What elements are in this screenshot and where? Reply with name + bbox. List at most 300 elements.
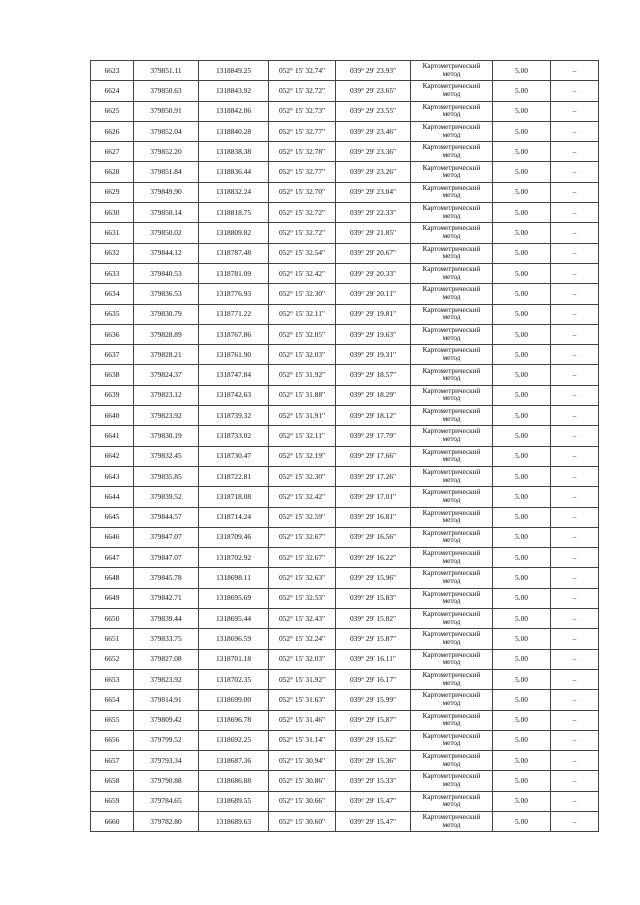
coord-y-cell: 1318767.86 — [199, 324, 269, 344]
coord-x-cell: 379832.45 — [134, 446, 199, 466]
coord-y-cell: 1318842.06 — [199, 101, 269, 121]
method-line1: Картометрический — [422, 488, 481, 497]
method-line1: Картометрический — [422, 670, 481, 679]
longitude-cell: 039° 29' 16.11" — [336, 649, 411, 669]
longitude-cell: 039° 29' 19.81" — [336, 304, 411, 324]
table-row — [91, 162, 599, 182]
coord-y-cell: 1318695.69 — [199, 588, 269, 608]
method-line1: Картометрический — [422, 508, 481, 517]
coord-x-cell: 379850.02 — [134, 223, 199, 243]
latitude-cell: 052° 15' 32.05" — [269, 324, 336, 344]
table-row — [91, 304, 599, 324]
dash-cell: – — [551, 61, 599, 81]
coord-x-cell: 379827.08 — [134, 649, 199, 669]
method-cell — [411, 304, 493, 324]
longitude-cell: 039° 29' 16.22" — [336, 548, 411, 568]
table-row — [91, 324, 599, 344]
coord-x-cell: 379851.84 — [134, 162, 199, 182]
coord-x-cell: 379793.34 — [134, 751, 199, 771]
method-cell — [411, 324, 493, 344]
longitude-cell: 039° 29' 23.46" — [336, 121, 411, 141]
coord-x-cell: 379839.44 — [134, 609, 199, 629]
coord-y-cell: 1318686.88 — [199, 771, 269, 791]
longitude-cell: 039° 29' 20.33" — [336, 263, 411, 283]
method-line1: Картометрический — [422, 792, 481, 801]
dash-cell: – — [551, 751, 599, 771]
coord-y-cell: 1318689.63 — [199, 811, 269, 831]
longitude-cell: 039° 29' 15.83" — [336, 588, 411, 608]
coord-x-cell: 379823.12 — [134, 385, 199, 405]
point-number-cell: 6638 — [91, 365, 134, 385]
latitude-cell: 052° 15' 32.30" — [269, 284, 336, 304]
coord-x-cell: 379823.92 — [134, 406, 199, 426]
table-row — [91, 609, 599, 629]
point-number-cell: 6655 — [91, 710, 134, 730]
accuracy-cell: 5.00 — [493, 527, 551, 547]
latitude-cell: 052° 15' 30.66" — [269, 791, 336, 811]
method-cell — [411, 771, 493, 791]
coord-x-cell: 379850.14 — [134, 203, 199, 223]
dash-cell: – — [551, 365, 599, 385]
coord-x-cell: 379845.78 — [134, 568, 199, 588]
table-row — [91, 730, 599, 750]
coord-y-cell: 1318702.92 — [199, 548, 269, 568]
accuracy-cell: 5.00 — [493, 223, 551, 243]
coord-x-cell: 379799.52 — [134, 730, 199, 750]
latitude-cell: 052° 15' 31.92" — [269, 365, 336, 385]
method-line2: метод — [442, 516, 461, 525]
point-number-cell: 6632 — [91, 243, 134, 263]
table-row — [91, 791, 599, 811]
method-line1: Картометрический — [422, 224, 481, 233]
accuracy-cell: 5.00 — [493, 507, 551, 527]
point-number-cell: 6639 — [91, 385, 134, 405]
latitude-cell: 052° 15' 32.72" — [269, 81, 336, 101]
coord-y-cell: 1318714.24 — [199, 507, 269, 527]
table-row — [91, 568, 599, 588]
coord-x-cell: 379839.52 — [134, 487, 199, 507]
coord-x-cell: 379835.85 — [134, 466, 199, 486]
coord-x-cell: 379844.12 — [134, 243, 199, 263]
coord-y-cell: 1318702.35 — [199, 669, 269, 689]
dash-cell: – — [551, 487, 599, 507]
method-line2: метод — [442, 89, 461, 98]
dash-cell: – — [551, 162, 599, 182]
table-row — [91, 182, 599, 202]
coord-y-cell: 1318832.24 — [199, 182, 269, 202]
coord-y-cell: 1318739.32 — [199, 406, 269, 426]
method-line2: метод — [442, 658, 461, 667]
coord-y-cell: 1318696.78 — [199, 710, 269, 730]
coord-x-cell: 379830.79 — [134, 304, 199, 324]
method-line2: метод — [442, 617, 461, 626]
accuracy-cell: 5.00 — [493, 203, 551, 223]
method-line1: Картометрический — [422, 244, 481, 253]
point-number-cell: 6653 — [91, 669, 134, 689]
longitude-cell: 039° 29' 18.12" — [336, 406, 411, 426]
method-line2: метод — [442, 272, 461, 281]
coord-x-cell: 379844.57 — [134, 507, 199, 527]
method-line2: метод — [442, 313, 461, 322]
latitude-cell: 052° 15' 30.60" — [269, 811, 336, 831]
point-number-cell: 6626 — [91, 121, 134, 141]
longitude-cell: 039° 29' 23.55" — [336, 101, 411, 121]
method-cell — [411, 487, 493, 507]
longitude-cell: 039° 29' 15.33" — [336, 771, 411, 791]
method-line1: Картометрический — [422, 325, 481, 334]
accuracy-cell: 5.00 — [493, 649, 551, 669]
coord-x-cell: 379836.53 — [134, 284, 199, 304]
dash-cell: – — [551, 263, 599, 283]
dash-cell: – — [551, 507, 599, 527]
accuracy-cell: 5.00 — [493, 669, 551, 689]
table-row — [91, 284, 599, 304]
point-number-cell: 6645 — [91, 507, 134, 527]
latitude-cell: 052° 15' 32.11" — [269, 426, 336, 446]
dash-cell: – — [551, 771, 599, 791]
method-line2: метод — [442, 110, 461, 119]
method-line2: метод — [442, 252, 461, 261]
method-cell — [411, 263, 493, 283]
point-number-cell: 6658 — [91, 771, 134, 791]
method-line1: Картометрический — [422, 610, 481, 619]
method-line1: Картометрический — [422, 569, 481, 578]
table-row — [91, 548, 599, 568]
coord-y-cell: 1318747.84 — [199, 365, 269, 385]
point-number-cell: 6654 — [91, 690, 134, 710]
table-row — [91, 263, 599, 283]
point-number-cell: 6628 — [91, 162, 134, 182]
accuracy-cell: 5.00 — [493, 548, 551, 568]
method-cell — [411, 446, 493, 466]
point-number-cell: 6625 — [91, 101, 134, 121]
method-cell — [411, 466, 493, 486]
method-line1: Картометрический — [422, 630, 481, 639]
method-cell — [411, 669, 493, 689]
accuracy-cell: 5.00 — [493, 162, 551, 182]
method-cell — [411, 61, 493, 81]
coord-y-cell: 1318776.93 — [199, 284, 269, 304]
accuracy-cell: 5.00 — [493, 263, 551, 283]
method-line1: Картометрический — [422, 813, 481, 822]
coord-y-cell: 1318742.63 — [199, 385, 269, 405]
table-row — [91, 527, 599, 547]
method-cell — [411, 690, 493, 710]
table-row — [91, 588, 599, 608]
latitude-cell: 052° 15' 32.72" — [269, 203, 336, 223]
method-line2: метод — [442, 597, 461, 606]
latitude-cell: 052° 15' 32.54" — [269, 243, 336, 263]
method-line1: Картометрический — [422, 183, 481, 192]
dash-cell: – — [551, 588, 599, 608]
method-cell — [411, 548, 493, 568]
table-row — [91, 669, 599, 689]
table-row — [91, 121, 599, 141]
coord-x-cell: 379847.07 — [134, 527, 199, 547]
table-row — [91, 487, 599, 507]
dash-cell: – — [551, 304, 599, 324]
coord-y-cell: 1318818.75 — [199, 203, 269, 223]
dash-cell: – — [551, 669, 599, 689]
method-line1: Картометрический — [422, 265, 481, 274]
coord-y-cell: 1318695.44 — [199, 609, 269, 629]
latitude-cell: 052° 15' 32.77" — [269, 121, 336, 141]
coord-x-cell: 379833.75 — [134, 629, 199, 649]
point-number-cell: 6650 — [91, 609, 134, 629]
dash-cell: – — [551, 284, 599, 304]
longitude-cell: 039° 29' 15.62" — [336, 730, 411, 750]
latitude-cell: 052° 15' 32.03" — [269, 649, 336, 669]
latitude-cell: 052° 15' 30.86" — [269, 771, 336, 791]
coord-y-cell: 1318687.36 — [199, 751, 269, 771]
longitude-cell: 039° 29' 15.47" — [336, 811, 411, 831]
coord-y-cell: 1318718.08 — [199, 487, 269, 507]
coord-x-cell: 379847.07 — [134, 548, 199, 568]
coord-y-cell: 1318730.47 — [199, 446, 269, 466]
coord-y-cell: 1318781.09 — [199, 263, 269, 283]
method-line2: метод — [442, 394, 461, 403]
method-line2: метод — [442, 739, 461, 748]
coord-x-cell: 379849.90 — [134, 182, 199, 202]
point-number-cell: 6630 — [91, 203, 134, 223]
method-cell — [411, 751, 493, 771]
coord-x-cell: 379823.92 — [134, 669, 199, 689]
method-cell — [411, 243, 493, 263]
point-number-cell: 6657 — [91, 751, 134, 771]
point-number-cell: 6641 — [91, 426, 134, 446]
accuracy-cell: 5.00 — [493, 487, 551, 507]
dash-cell: – — [551, 223, 599, 243]
longitude-cell: 039° 29' 15.87" — [336, 629, 411, 649]
coord-x-cell: 379814.91 — [134, 690, 199, 710]
point-number-cell: 6644 — [91, 487, 134, 507]
point-number-cell: 6652 — [91, 649, 134, 669]
latitude-cell: 052° 15' 32.42" — [269, 487, 336, 507]
latitude-cell: 052° 15' 32.19" — [269, 446, 336, 466]
coord-y-cell: 1318761.90 — [199, 345, 269, 365]
method-line2: метод — [442, 536, 461, 545]
coord-y-cell: 1318840.28 — [199, 121, 269, 141]
dash-cell: – — [551, 182, 599, 202]
coord-y-cell: 1318692.25 — [199, 730, 269, 750]
method-line1: Картометрический — [422, 305, 481, 314]
method-line2: метод — [442, 475, 461, 484]
method-line1: Картометрический — [422, 122, 481, 131]
method-cell — [411, 162, 493, 182]
point-number-cell: 6649 — [91, 588, 134, 608]
method-cell — [411, 406, 493, 426]
coord-y-cell: 1318696.59 — [199, 629, 269, 649]
longitude-cell: 039° 29' 16.56" — [336, 527, 411, 547]
dash-cell: – — [551, 446, 599, 466]
accuracy-cell: 5.00 — [493, 385, 551, 405]
longitude-cell: 039° 29' 15.87" — [336, 710, 411, 730]
accuracy-cell: 5.00 — [493, 609, 551, 629]
point-number-cell: 6633 — [91, 263, 134, 283]
method-line2: метод — [442, 191, 461, 200]
coord-y-cell: 1318701.18 — [199, 649, 269, 669]
method-line2: метод — [442, 556, 461, 565]
coord-y-cell: 1318849.25 — [199, 61, 269, 81]
dash-cell: – — [551, 101, 599, 121]
longitude-cell: 039° 29' 20.67" — [336, 243, 411, 263]
method-cell — [411, 507, 493, 527]
method-cell — [411, 223, 493, 243]
latitude-cell: 052° 15' 32.72" — [269, 223, 336, 243]
method-line2: метод — [442, 374, 461, 383]
method-line1: Картометрический — [422, 82, 481, 91]
method-cell — [411, 811, 493, 831]
point-number-cell: 6659 — [91, 791, 134, 811]
table-row — [91, 426, 599, 446]
table-row — [91, 771, 599, 791]
method-cell — [411, 142, 493, 162]
method-line1: Картометрический — [422, 427, 481, 436]
method-cell — [411, 203, 493, 223]
method-cell — [411, 791, 493, 811]
longitude-cell: 039° 29' 17.79" — [336, 426, 411, 446]
accuracy-cell: 5.00 — [493, 243, 551, 263]
method-cell — [411, 609, 493, 629]
longitude-cell: 039° 29' 18.57" — [336, 365, 411, 385]
method-line2: метод — [442, 130, 461, 139]
point-number-cell: 6651 — [91, 629, 134, 649]
method-line1: Картометрический — [422, 163, 481, 172]
longitude-cell: 039° 29' 15.47" — [336, 791, 411, 811]
accuracy-cell: 5.00 — [493, 568, 551, 588]
dash-cell: – — [551, 243, 599, 263]
accuracy-cell: 5.00 — [493, 182, 551, 202]
method-line2: метод — [442, 292, 461, 301]
latitude-cell: 052° 15' 32.73" — [269, 101, 336, 121]
method-line1: Картометрический — [422, 366, 481, 375]
longitude-cell: 039° 29' 22.33" — [336, 203, 411, 223]
method-line1: Картометрический — [422, 204, 481, 213]
longitude-cell: 039° 29' 23.93" — [336, 61, 411, 81]
dash-cell: – — [551, 121, 599, 141]
dash-cell: – — [551, 527, 599, 547]
method-line1: Картометрический — [422, 752, 481, 761]
method-line2: метод — [442, 211, 461, 220]
longitude-cell: 039° 29' 23.04" — [336, 182, 411, 202]
latitude-cell: 052° 15' 32.67" — [269, 548, 336, 568]
method-line1: Картометрический — [422, 772, 481, 781]
coord-y-cell: 1318836.44 — [199, 162, 269, 182]
coord-y-cell: 1318838.38 — [199, 142, 269, 162]
table-row — [91, 751, 599, 771]
method-cell — [411, 588, 493, 608]
coord-y-cell: 1318698.11 — [199, 568, 269, 588]
method-line1: Картометрический — [422, 143, 481, 152]
accuracy-cell: 5.00 — [493, 345, 551, 365]
point-number-cell: 6636 — [91, 324, 134, 344]
accuracy-cell: 5.00 — [493, 324, 551, 344]
latitude-cell: 052° 15' 31.46" — [269, 710, 336, 730]
latitude-cell: 052° 15' 31.91" — [269, 406, 336, 426]
longitude-cell: 039° 29' 23.26" — [336, 162, 411, 182]
accuracy-cell: 5.00 — [493, 629, 551, 649]
method-line2: метод — [442, 719, 461, 728]
method-cell — [411, 568, 493, 588]
table-row — [91, 629, 599, 649]
longitude-cell: 039° 29' 16.81" — [336, 507, 411, 527]
dash-cell: – — [551, 811, 599, 831]
method-line2: метод — [442, 759, 461, 768]
point-number-cell: 6624 — [91, 81, 134, 101]
table-row — [91, 81, 599, 101]
table-row — [91, 406, 599, 426]
latitude-cell: 052° 15' 32.63" — [269, 568, 336, 588]
table-row — [91, 507, 599, 527]
method-cell — [411, 527, 493, 547]
coordinates-table — [90, 60, 599, 832]
accuracy-cell: 5.00 — [493, 710, 551, 730]
method-cell — [411, 385, 493, 405]
dash-cell: – — [551, 324, 599, 344]
dash-cell: – — [551, 568, 599, 588]
latitude-cell: 052° 15' 32.74" — [269, 61, 336, 81]
method-line2: метод — [442, 820, 461, 829]
method-cell — [411, 81, 493, 101]
method-line1: Картометрический — [422, 731, 481, 740]
method-line2: метод — [442, 150, 461, 159]
latitude-cell: 052° 15' 31.63" — [269, 690, 336, 710]
method-line2: метод — [442, 495, 461, 504]
method-line2: метод — [442, 353, 461, 362]
coord-x-cell: 379784.65 — [134, 791, 199, 811]
table-row — [91, 223, 599, 243]
latitude-cell: 052° 15' 32.42" — [269, 263, 336, 283]
accuracy-cell: 5.00 — [493, 406, 551, 426]
method-line1: Картометрический — [422, 285, 481, 294]
dash-cell: – — [551, 142, 599, 162]
dash-cell: – — [551, 406, 599, 426]
point-number-cell: 6623 — [91, 61, 134, 81]
coord-x-cell: 379824.37 — [134, 365, 199, 385]
dash-cell: – — [551, 730, 599, 750]
method-line1: Картометрический — [422, 407, 481, 416]
dash-cell: – — [551, 609, 599, 629]
method-line2: метод — [442, 333, 461, 342]
coord-x-cell: 379842.71 — [134, 588, 199, 608]
dash-cell: – — [551, 466, 599, 486]
coord-x-cell: 379809.42 — [134, 710, 199, 730]
method-line2: метод — [442, 434, 461, 443]
table-row — [91, 61, 599, 81]
method-line2: метод — [442, 800, 461, 809]
method-line2: метод — [442, 171, 461, 180]
latitude-cell: 052° 15' 31.88" — [269, 385, 336, 405]
method-line1: Картометрический — [422, 102, 481, 111]
table-row — [91, 243, 599, 263]
method-line2: метод — [442, 637, 461, 646]
method-line1: Картометрический — [422, 549, 481, 558]
accuracy-cell: 5.00 — [493, 466, 551, 486]
point-number-cell: 6660 — [91, 811, 134, 831]
longitude-cell: 039° 29' 21.85" — [336, 223, 411, 243]
point-number-cell: 6656 — [91, 730, 134, 750]
method-line1: Картометрический — [422, 467, 481, 476]
method-cell — [411, 426, 493, 446]
longitude-cell: 039° 29' 23.36" — [336, 142, 411, 162]
method-line2: метод — [442, 678, 461, 687]
latitude-cell: 052° 15' 31.92" — [269, 669, 336, 689]
longitude-cell: 039° 29' 15.36" — [336, 751, 411, 771]
longitude-cell: 039° 29' 15.99" — [336, 690, 411, 710]
method-line2: метод — [442, 455, 461, 464]
coord-y-cell: 1318689.55 — [199, 791, 269, 811]
coord-y-cell: 1318787.48 — [199, 243, 269, 263]
